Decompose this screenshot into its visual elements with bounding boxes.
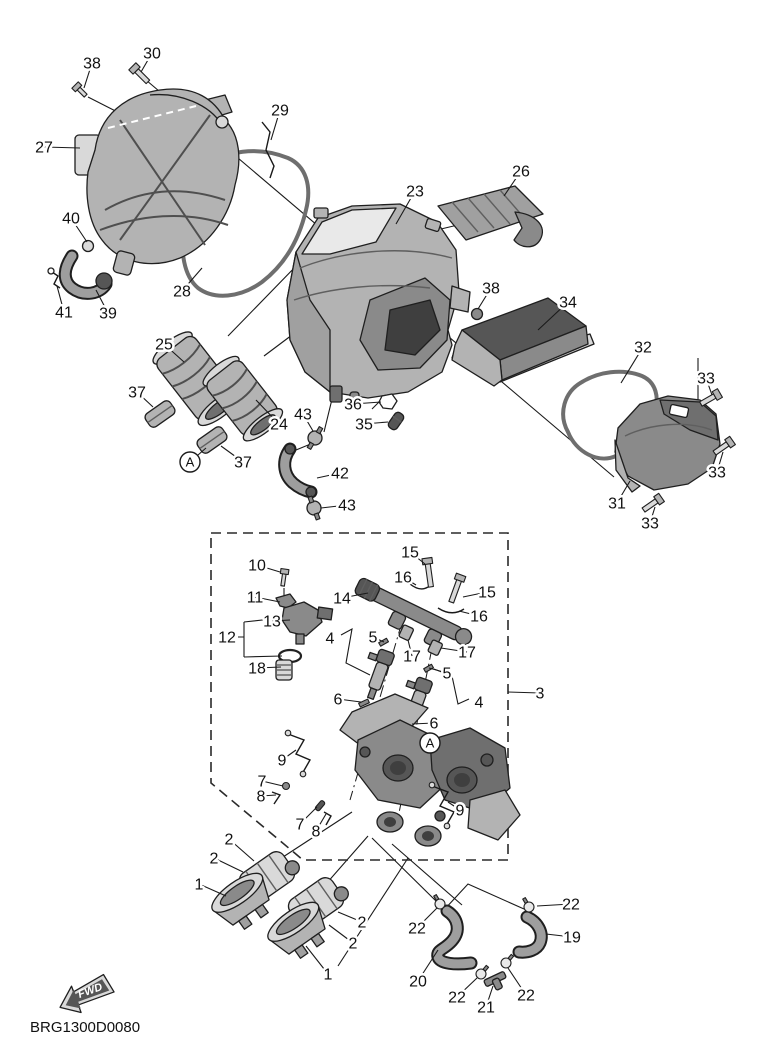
part-23-air-cleaner-case <box>287 204 470 406</box>
callout-43 <box>294 407 313 432</box>
callout-38 <box>478 281 500 310</box>
svg-text:18: 18 <box>248 660 266 678</box>
svg-text:11: 11 <box>246 589 264 607</box>
svg-text:40: 40 <box>62 210 80 228</box>
callout-38 <box>83 56 101 89</box>
part-43-clamp-upper <box>307 427 322 450</box>
part-38-bolt <box>72 82 89 99</box>
callout-10 <box>248 558 280 575</box>
part-8-clip-right <box>324 812 331 825</box>
callout-12 <box>218 630 236 647</box>
svg-text:37: 37 <box>128 384 146 402</box>
svg-text:8: 8 <box>311 823 321 841</box>
part-18-spring <box>276 660 292 680</box>
part-43-clamp-lower <box>307 496 321 520</box>
svg-text:15: 15 <box>401 544 419 562</box>
svg-text:17: 17 <box>403 648 421 666</box>
svg-text:16: 16 <box>470 608 488 626</box>
part-15-bolt-right <box>447 573 466 604</box>
callout-2 <box>338 912 367 932</box>
svg-text:A: A <box>425 735 435 751</box>
svg-text:20: 20 <box>409 973 427 991</box>
svg-text:3: 3 <box>535 685 545 703</box>
svg-text:21: 21 <box>477 999 495 1017</box>
callout-32 <box>621 340 652 384</box>
callout-A <box>420 733 440 753</box>
callout-2 <box>225 832 254 862</box>
part-16-washer-right <box>438 608 464 613</box>
svg-text:37: 37 <box>234 454 252 472</box>
svg-text:12: 12 <box>218 629 236 647</box>
part-42-hose <box>285 444 316 497</box>
callout-20 <box>409 950 438 991</box>
callout-39 <box>96 290 117 323</box>
callout-11 <box>247 590 280 607</box>
svg-text:8: 8 <box>256 788 266 806</box>
svg-text:31: 31 <box>608 495 626 513</box>
svg-text:39: 39 <box>99 305 117 323</box>
svg-text:4: 4 <box>474 694 484 712</box>
svg-text:38: 38 <box>482 280 500 298</box>
svg-text:43: 43 <box>338 497 356 515</box>
callout-43 <box>321 498 356 515</box>
fwd-label: FWD <box>76 981 105 1001</box>
svg-text:5: 5 <box>442 665 452 683</box>
svg-text:15: 15 <box>478 584 496 602</box>
svg-text:9: 9 <box>455 802 465 820</box>
part-injector-left <box>355 646 395 701</box>
diagram-code: BRG1300D0080 <box>30 1019 141 1036</box>
part-21-tee-joint <box>484 971 510 993</box>
callout-40 <box>62 211 87 243</box>
part-10-bolt <box>279 569 289 587</box>
part-8-clip-left <box>272 792 280 804</box>
callout-21 <box>477 986 495 1017</box>
svg-text:9: 9 <box>277 752 287 770</box>
svg-text:22: 22 <box>517 987 535 1005</box>
svg-text:29: 29 <box>271 102 289 120</box>
svg-text:16: 16 <box>394 569 412 587</box>
callout-8 <box>312 814 326 841</box>
part-27-air-cleaner-cover <box>75 89 239 276</box>
callout-2 <box>329 925 358 953</box>
callout-37 <box>221 446 252 472</box>
part-37-clamp-left <box>143 399 177 429</box>
callout-42 <box>317 466 349 483</box>
svg-text:17: 17 <box>458 644 476 662</box>
svg-text:19: 19 <box>563 929 581 947</box>
svg-text:2: 2 <box>224 831 234 849</box>
svg-text:4: 4 <box>325 630 335 648</box>
fwd-arrow <box>55 973 117 1018</box>
callout-2 <box>210 851 243 873</box>
part-16-washer-left <box>410 584 428 589</box>
svg-text:36: 36 <box>344 396 362 414</box>
part-15-bolt-left <box>422 557 436 587</box>
callout-22 <box>537 897 580 914</box>
callout-16 <box>394 570 416 587</box>
part-22-clamp-3 <box>476 965 489 979</box>
part-40-nut <box>83 241 94 252</box>
callout-A <box>180 448 206 472</box>
svg-text:A: A <box>185 454 195 470</box>
svg-text:42: 42 <box>331 465 349 483</box>
svg-text:7: 7 <box>257 773 267 791</box>
callout-4 <box>475 695 484 712</box>
callout-22 <box>448 978 477 1007</box>
svg-text:24: 24 <box>270 416 288 434</box>
svg-text:38: 38 <box>83 55 101 73</box>
callout-16 <box>459 609 488 626</box>
svg-text:33: 33 <box>708 464 726 482</box>
callout-31 <box>608 481 630 513</box>
callout-6 <box>334 692 361 709</box>
callout-29 <box>271 103 289 141</box>
part-37-clamp-right <box>195 425 229 455</box>
part-22-clamp-2 <box>523 898 534 912</box>
svg-text:2: 2 <box>348 935 358 953</box>
svg-text:25: 25 <box>155 336 173 354</box>
part-22-clamp-4 <box>501 954 514 968</box>
part-19-hose <box>519 917 541 952</box>
part-31-case-cover <box>615 396 720 492</box>
callout-1 <box>306 946 333 984</box>
part-39-hose <box>65 256 112 293</box>
svg-text:35: 35 <box>355 416 373 434</box>
svg-text:13: 13 <box>263 613 281 631</box>
part-7-screw-left <box>283 783 290 790</box>
callout-22 <box>408 908 437 938</box>
callout-19 <box>546 930 581 947</box>
part-30-bolt <box>129 63 152 86</box>
svg-text:41: 41 <box>55 304 73 322</box>
callout-37 <box>128 385 153 408</box>
part-20-hose <box>438 911 471 964</box>
part-7-screw-right <box>315 800 326 812</box>
part-38-nut <box>472 309 483 320</box>
callout-17 <box>441 645 476 662</box>
svg-text:5: 5 <box>368 629 378 647</box>
svg-text:2: 2 <box>209 850 219 868</box>
svg-text:23: 23 <box>406 183 424 201</box>
svg-text:43: 43 <box>294 406 312 424</box>
part-22-clamp-1 <box>434 895 445 909</box>
svg-text:22: 22 <box>562 896 580 914</box>
callout-9 <box>278 750 296 770</box>
callout-22 <box>508 968 535 1005</box>
svg-text:33: 33 <box>697 370 715 388</box>
svg-text:2: 2 <box>357 914 367 932</box>
callout-15 <box>401 545 425 565</box>
svg-text:1: 1 <box>323 966 333 984</box>
part-33-bolt-bottom <box>641 493 665 514</box>
svg-text:10: 10 <box>248 557 266 575</box>
svg-text:27: 27 <box>35 139 53 157</box>
svg-text:14: 14 <box>333 590 351 608</box>
callout-17 <box>403 640 421 666</box>
callout-27 <box>35 140 80 157</box>
callout-30 <box>141 46 161 73</box>
callout-35 <box>355 417 388 434</box>
svg-text:6: 6 <box>429 715 439 733</box>
part-41-clip <box>48 268 60 288</box>
part-35-plug <box>387 411 406 431</box>
svg-text:30: 30 <box>143 45 161 63</box>
part-26-intake-duct <box>438 186 543 247</box>
svg-text:26: 26 <box>512 163 530 181</box>
svg-text:28: 28 <box>173 283 191 301</box>
svg-text:33: 33 <box>641 515 659 533</box>
callout-8 <box>257 789 276 806</box>
svg-text:34: 34 <box>559 294 577 312</box>
part-5-screw-right <box>424 664 434 672</box>
callout-4 <box>326 631 335 648</box>
svg-text:22: 22 <box>408 920 426 938</box>
callout-15 <box>463 585 496 602</box>
svg-text:22: 22 <box>448 989 466 1007</box>
callout-3 <box>508 686 545 703</box>
part-9-stay-left <box>285 730 310 777</box>
svg-text:1: 1 <box>194 876 204 894</box>
svg-text:32: 32 <box>634 339 652 357</box>
svg-text:6: 6 <box>333 691 343 709</box>
svg-text:7: 7 <box>295 816 305 834</box>
